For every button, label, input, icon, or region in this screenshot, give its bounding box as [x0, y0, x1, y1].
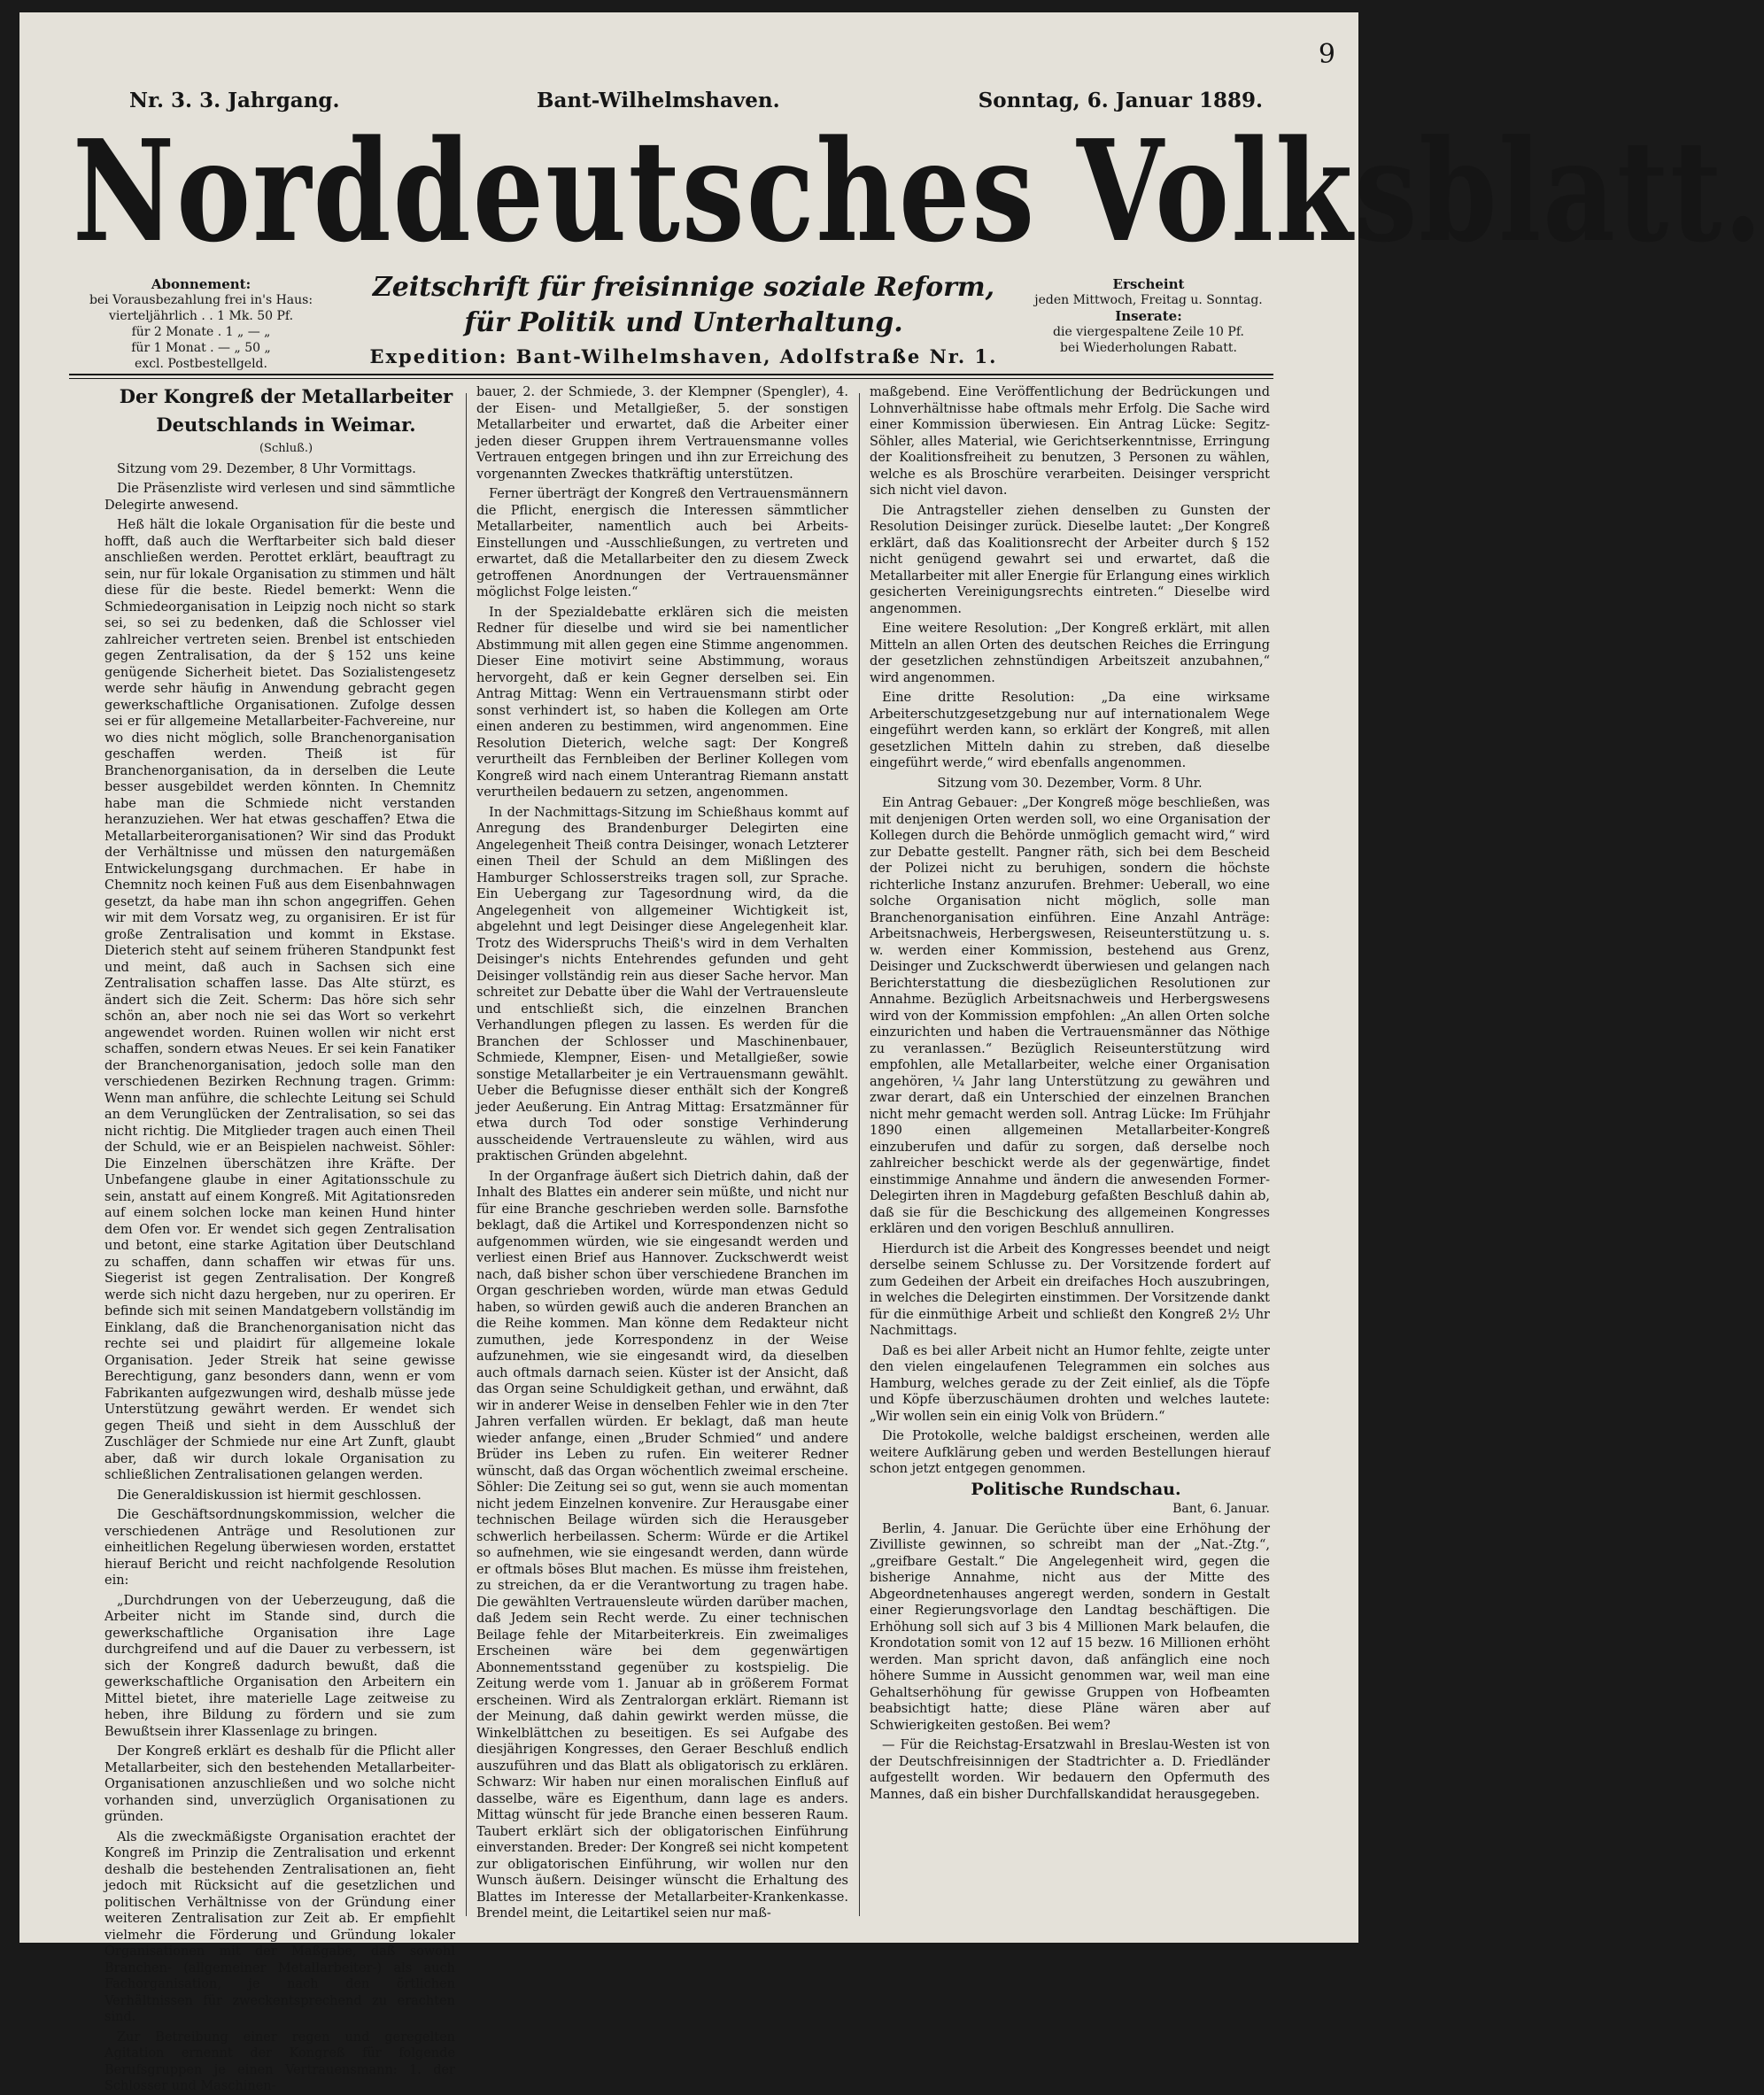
- inserate-heading: Inserate:: [1115, 308, 1182, 324]
- newspaper-page: [19, 12, 1764, 2093]
- subtitle-line-1: Zeitschrift für freisinnige soziale Reform,: [372, 272, 995, 303]
- article-paragraph: Die Geschäftsordnungskommission, welcher die verschiedenen Anträge und Resolutionen zur einheitlichen Regelung überwiesen worden, erstattet hierauf Bericht und reicht nachfolgende Resolution ein:: [104, 1508, 455, 1588]
- inserate-line: bei Wiederholungen Rabatt.: [1060, 341, 1237, 355]
- column-divider: [859, 393, 860, 1916]
- place-name: Bant-Wilhelmshaven.: [537, 89, 780, 112]
- subtitle-line-2: für Politik und Unterhaltung.: [464, 307, 903, 338]
- article-paragraph: Die Präsenzliste wird verlesen und sind sämmtliche Delegirte anwesend.: [104, 482, 455, 513]
- column-3: [870, 384, 1270, 1925]
- erscheint-box: [1029, 276, 1268, 356]
- section-dateline: Bant, 6. Januar.: [1172, 1502, 1270, 1516]
- article-paragraph: Die Protokolle, welche baldigst erscheinen, werden alle weitere Aufklärung geben und werden Bestellungen hierauf schon jetzt entgegen genommen.: [870, 1429, 1270, 1476]
- article-paragraph: Ein Antrag Gebauer: „Der Kongreß möge beschließen, was mit denjenigen Orten werden soll, wo eine Organisation der Kollegen durch die Behörde unmöglich gemacht wird,“ wird zur Debatte gestellt. Pangner räth, sich bei dem Bescheid der Polizei nicht zu beruhigen, sondern die höchste richterliche Instanz anzurufen. Brehmer: Ueberall, wo eine solche Organisation nicht möglich, solle man Branchenorganisation einführen. Eine Anzahl Anträge: Arbeitsnachweis, Herbergswesen, Reiseunterstützung u. s. w. werden einer Kommission, bestehend aus Grenz, Deisinger und Zuckschwerdt überwiesen und gelangen nach Berichterstattung die diesbezüglichen Resolutionen zur Annahme. Bezüglich Arbeitsnachweis und Herbergswesens wird von der Kommission empfohlen: „An allen Orten solche einzurichten und haben die Vertrauensmänner das Nöthige zu veranlassen.“ Bezüglich Reiseunterstützung wird empfohlen, alle Metallarbeiter, welche einer Organisation angehören, ¼ Jahr lang Unterstützung zu gewähren und zwar derart, daß ein Unterschied der einzelnen Branchen nicht mehr gemacht werden soll. Antrag Lücke: Im Frühjahr 1890 einen allgemeinen Metallarbeiter-Kongreß einzuberufen und dafür zu sorgen, daß derselbe noch zahlreicher beschickt werde als der gegenwärtige, findet einstimmige Annahme und ändern die anwesenden Former-Delegirten ihren in Magdeburg gefaßten Beschluß dahin ab, daß sie für die Beschickung des allgemeinen Kongresses erklären und den vorigen Beschluß annulliren.: [870, 796, 1270, 1236]
- article-paragraph: Eine dritte Resolution: „Da eine wirksame Arbeiterschutzgesetzgebung nur auf internationalem Wege eingeführt werden kann, so erklärt der Kongreß, mit allen gesetzlichen Mitteln dahin zu streben, daß dieselbe eingeführt werde,“ wird ebenfalls angenommen.: [870, 691, 1270, 770]
- issue-number: Nr. 3. 3. Jahrgang.: [129, 89, 340, 112]
- column-2: [476, 384, 848, 1925]
- article-paragraph: Ferner überträgt der Kongreß den Vertrauensmännern die Pflicht, energisch die Interessen sämmtlicher Metallarbeiter, namentlich auch bei Arbeits-Einstellungen und -Ausschließungen, zu vertreten und erwartet, daß die Metallarbeiter den zu diesem Zweck getroffenen Anordnungen der Vertrauensmänner möglichst Folge leisten.“: [476, 487, 848, 599]
- article-paragraph: Heß hält die lokale Organisation für die beste und hofft, daß auch die Werftarbeiter sich bald dieser anschließen werden. Perottet erklärt, beauftragt zu sein, nur für lokale Organisation zu stimmen und hält diese für die beste. Riedel bemerkt: Wenn die Schmiedeorganisation in Leipzig noch nicht so stark sei, so sei zu bedenken, daß die Schlosser viel zahlreicher vertreten seien. Brenbel ist entschieden gegen Zentralisation, da der § 152 uns keine genügende Sicherheit bietet. Das Sozialistengesetz werde sehr häufig in Anwendung gebracht gegen gewerkschaftliche Organisationen. Zufolge dessen sei er für allgemeine Metallarbeiter-Fachvereine, nur wo dies nicht möglich, solle Branchenorganisation geschaffen werden. Theiß ist für Branchenorganisation, da in derselben die Leute besser ausgebildet werden könnten. In Chemnitz habe man die Schmiede nicht verstanden heranzuziehen. Wer hat etwas geschaffen? Etwa die Metallarbeiterorganisationen? Wir sind das Produkt der Verhältnisse und müssen den naturgemäßen Entwickelungsgang durchmachen. Er habe in Chemnitz noch keinen Fuß aus dem Eisenbahnwagen gesetzt, da habe man ihn schon angegriffen. Gehen wir mit dem Vorsatz weg, zu organisiren. Er ist für große Zentralisation und kommt in Ekstase. Dieterich steht auf seinem früheren Standpunkt fest und meint, daß auch in Sachsen sich eine Zentralisation schaffen lasse. Das Alte stürzt, es ändert sich die Zeit. Scherm: Das höre sich sehr schön an, aber noch nie sei das Wort so verkehrt angewendet worden. Ruinen wollen wir nicht erst schaffen, sondern etwas Neues. Er sei kein Fanatiker der Branchenorganisation, jedoch solle man den verschiedenen Bezirken Rechnung tragen. Grimm: Wenn man anführe, die schlechte Leitung sei Schuld an dem Verunglücken der Zentralisation, so sei das nicht richtig. Die Mitglieder tragen auch einen Theil der Schuld, wie er an Beispielen nachweist. Söhler: Die Einzelnen überschätzen ihre Kräfte. Der Unbefangene glaube in einer Agitationsschule zu sein, anstatt auf einem Kongreß. Mit Agitationsreden auf einem solchen locke man keinen Hund hinter dem Ofen vor. Er wendet sich gegen Zentralisation und betont, eine starke Agitation über Deutschland zu schaffen, dann schaffen wir etwas für uns. Siegerist ist gegen Zentralisation. Der Kongreß werde sich nicht dazu hergeben, nur zu operiren. Er befinde sich mit seinen Mandatgebern vollständig im Einklang, daß die Branchenorganisation nicht das rechte sei und plaidirt für allgemeine lokale Organisation. Jeder Streik hat seine gewisse Berechtigung, ganz besonders dann, wenn er vom Fabrikanten aufgezwungen wird, deshalb müsse jede Unterstützung gewährt werden. Er wendet sich gegen Theiß und sieht in dem Ausschluß der Zuschläger der Schmiede nur eine Art Zunft, glaubt aber, daß wir durch lokale Organisation zu schließlichen Zentralisationen gelangen werden.: [104, 518, 455, 1482]
- article-title-line-1: Der Kongreß der Metallarbeiter: [119, 385, 453, 407]
- article-paragraph: Daß es bei aller Arbeit nicht an Humor fehlte, zeigte unter den vielen eingelaufenen Telegrammen ein solches aus Hamburg, welches gerade zu der Zeit einlief, als die Töpfe und Köpfe überzuschäumen drohten und welches lautete: „Wir wollen sein ein einig Volk von Brüdern.“: [870, 1343, 1270, 1424]
- abonnement-heading: Abonnement:: [151, 276, 251, 292]
- abonnement-line: excl. Postbestellgeld.: [135, 357, 267, 371]
- article-paragraph: Der Kongreß erklärt es deshalb für die Pflicht aller Metallarbeiter, sich den bestehenden Metallarbeiter-Organisationen anzuschließen und wo solche nicht vorhanden sind, unverzüglich Organisationen zu gründen.: [104, 1744, 455, 1824]
- page-number: 9: [1318, 39, 1335, 70]
- article-paragraph: Die Generaldiskussion ist hiermit geschlossen.: [117, 1488, 422, 1503]
- article-paragraph: Eine weitere Resolution: „Der Kongreß erklärt, mit allen Mitteln an allen Orten des deutschen Reiches die Erringung der gesetzlichen zehnstündigen Arbeitszeit anzubahnen,“ wird angenommen.: [870, 622, 1270, 685]
- article-paragraph: In der Spezialdebatte erklären sich die meisten Redner für dieselbe und wird sie bei namentlicher Abstimmung mit allen gegen eine Stimme angenommen. Dieser Eine motivirt seine Abstimmung, woraus hervorgeht, daß er kein Gegner derselben sei. Ein Antrag Mittag: Wenn ein Vertrauensmann stirbt oder sonst verhindert ist, so haben die Kollegen am Orte einen anderen zu bestimmen, wird angenommen. Eine Resolution Dieterich, welche sagt: Der Kongreß verurtheilt das Fernbleiben der Berliner Kollegen vom Kongreß wird nach einem Unterantrag Riemann anstatt verurtheilen bedauern zu setzen, angenommen.: [476, 605, 848, 800]
- section-title: Politische Rundschau.: [971, 1479, 1181, 1499]
- abonnement-line: für 1 Monat . — „ 50 „: [131, 341, 271, 355]
- article-title-line-2: Deutschlands in Weimar.: [156, 414, 416, 436]
- article-paragraph: Berlin, 4. Januar. Die Gerüchte über eine Erhöhung der Zivilliste gewinnen, so schreibt man der „Nat.-Ztg.“, „greifbare Gestalt.“ Die Angelegenheit wird, gegen die bisherige Annahme, nicht aus der Mitte des Abgeordnetenhauses angeregt werden, sondern in Gestalt einer Regierungsvorlage den Landtag beschäftigen. Die Erhöhung soll sich auf 3 bis 4 Millionen Mark belaufen, die Krondotation somit von 12 auf 15 bezw. 16 Millionen erhöht werden. Man spricht davon, daß anfänglich eine noch höhere Summe in Aussicht genommen war, weil man eine Gehaltserhöhung für gewisse Gruppen von Hofbeamten beabsichtigt hatte; diese Pläne wären aber auf Schwierigkeiten gestoßen. Bei wem?: [870, 1521, 1270, 1733]
- article-paragraph: „Durchdrungen von der Ueberzeugung, daß die Arbeiter nicht im Stande sind, durch die gewerkschaftliche Organisation ihre Lage durchgreifend und auf die Dauer zu verbessern, ist sich der Kongreß dadurch bewußt, daß die gewerkschaftliche Organisation den Arbeitern ein Mittel bietet, ihre materielle Lage zeitweise zu heben, ihre Bildung zu fördern und sie zum Bewußtsein ihrer Klassenlage zu bringen.: [104, 1593, 455, 1739]
- article-paragraph: Zur Betreibung einer regen und geregelten Agitation ernennt der Kongreß für folgende Berufsgruppen je einen Vertrauensmann: 1. der Schlosser und Maschinen-: [104, 2029, 455, 2093]
- abonnement-line: vierteljährlich . . 1 Mk. 50 Pf.: [108, 309, 294, 323]
- article-paragraph: In der Nachmittags-Sitzung im Schießhaus kommt auf Anregung des Brandenburger Delegirten eine Angelegenheit Theiß contra Deisinger, wonach Letzterer einen Theil der Schuld an dem Mißlingen des Hamburger Schlosserstreiks tragen soll, zur Sprache. Ein Uebergang zur Tagesordnung wird, da die Angelegenheit von allgemeiner Wichtigkeit ist, abgelehnt und legt Deisinger diese Angelegenheit klar. Trotz des Widerspruchs Theiß's wird in dem Verhalten Deisinger's nichts Entehrendes gefunden und geht Deisinger vollständig rein aus dieser Sache hervor. Man schreitet zur Debatte über die Wahl der Vertrauensleute und entschließt sich, die einzelnen Branchen Verhandlungen pflegen zu lassen. Es werden für die Branchen der Schlosser und Maschinenbauer, Schmiede, Klempner, Eisen- und Metallgießer, sowie sonstige Metallarbeiter je ein Vertrauensmann gewählt. Ueber die Befugnisse dieser enthält sich der Kongreß jeder Aeußerung. Ein Antrag Mittag: Ersatzmänner für etwa durch Tod oder sonstige Verhinderung ausscheidende Vertrauensleute zu wählen, wird aus praktischen Gründen abgelehnt.: [476, 805, 848, 1163]
- header-rule: [69, 374, 1273, 375]
- column-1: [104, 384, 455, 2093]
- erscheint-line: jeden Mittwoch, Freitag u. Sonntag.: [1034, 293, 1263, 307]
- article-paragraph: bauer, 2. der Schmiede, 3. der Klempner (Spengler), 4. der Eisen- und Metallgießer, 5. der sonstigen Metallarbeiter und erwartet, daß die Arbeiter einer jeden dieser Gruppen ihrem Vertrauensmanne volles Vertrauen entgegen bringen und ihn zur Erreichung des vorgenannten Zweckes thatkräftig unterstützen.: [476, 385, 848, 482]
- masthead-title: Norddeutsches Volksblatt.: [73, 109, 1764, 274]
- abonnement-line: bei Vorausbezahlung frei in's Haus:: [89, 293, 313, 307]
- article-paragraph: — Für die Reichstag-Ersatzwahl in Breslau-Westen ist von der Deutschfreisinnigen der Stadtrichter a. D. Friedländer aufgestellt worden. Wir bedauern den Opfermuth des Mannes, daß ein bisher Durchfallskandidat herausgegeben.: [870, 1738, 1270, 1802]
- article-paragraph: Die Antragsteller ziehen denselben zu Gunsten der Resolution Deisinger zurück. Dieselbe lautet: „Der Kongreß erklärt, daß das Koalitionsrecht der Arbeiter durch § 152 nicht genügend gewahrt sei und erwartet, daß die Metallarbeiter mit aller Energie für Erlangung eines wirklich gesicherten Vereinigungsrechts eintreten.“ Dieselbe wird angenommen.: [870, 503, 1270, 616]
- abonnement-line: für 2 Monate . 1 „ — „: [131, 325, 271, 339]
- article-note: (Schluß.): [259, 442, 313, 455]
- article-paragraph: maßgebend. Eine Veröffentlichung der Bedrückungen und Lohnverhältnisse habe oftmals mehr Erfolg. Die Sache wird einer Kommission überwiesen. Ein Antrag Lücke: Segitz-Söhler, alles Material, wie Gerichtserkenntnisse, Erringung der Koalitionsfreiheit zu benutzen, 3 Personen zu wählen, welche es als Broschüre verarbeiten. Deisinger verspricht sich nicht viel davon.: [870, 385, 1270, 498]
- header-rule-thin: [69, 378, 1273, 379]
- expedition-line: Expedition: Bant-Wilhelmshaven, Adolfstraße Nr. 1.: [369, 345, 998, 367]
- article-paragraph: Als die zweckmäßigste Organisation erachtet der Kongreß im Prinzip die Zentralisation und erkennt deshalb die bestehenden Zentralisationen an, fieht jedoch mit Rücksicht auf die gesetzlichen und politischen Verhältnisse von der Gründung einer weiteren Zentralisation zur Zeit ab. Er empfiehlt vielmehr die Förderung und Gründung lokaler Organisationen mit der Maßgabe, daß sowohl Branchen- (allgemeiner Metallarbeiter-) als auch Fachorganisation, je nach den örtlichen Verhältnissen für zweckentsprechend zu erachten sind.: [104, 1829, 455, 2024]
- inserate-line: die viergespaltene Zeile 10 Pf.: [1053, 325, 1244, 339]
- erscheint-heading: Erscheint: [1112, 276, 1185, 292]
- abonnement-box: [73, 276, 329, 372]
- article-paragraph: In der Organfrage äußert sich Dietrich dahin, daß der Inhalt des Blattes ein anderer sein müßte, und nicht nur für eine Branche geschrieben werden solle. Barnsfothe beklagt, daß die Artikel und Korrespondenzen nicht so aufgenommen würden, wie sie eingesandt werden und verliest einen Brief aus Hannover. Zuckschwerdt weist nach, daß bisher schon über verschiedene Branchen im Organ geschrieben worden, würde man etwas Geduld haben, so würden gewiß auch die anderen Branchen an die Reihe kommen. Man könne dem Redakteur nicht zumuthen, jede Korrespondenz in der Weise aufzunehmen, wie sie eingesandt wird, da dieselben auch oftmals darnach seien. Küster ist der Ansicht, daß das Organ seine Schuldigkeit gethan, und erwähnt, daß wir in anderer Weise in denselben Fehler wie in den 7ter Jahren verfallen würden. Er beklagt, daß man heute wieder anfange, einen „Bruder Schmied“ und andere Brüder ins Leben zu rufen. Ein weiterer Redner wünscht, daß das Organ wöchentlich zweimal erscheine. Söhler: Die Zeitung sei so gut, wenn sie auch momentan nicht jedem Einzelnen konvenire. Zur Herausgabe einer technischen Beilage würden sich die Herausgeber schwerlich herbeilassen. Scherm: Würde er die Artikel so aufnehmen, wie sie eingesandt werden, dann würde er oftmals böses Blut machen. Es müsse ihm freistehen, zu streichen, da er die Verantwortung zu tragen habe. Die gewählten Vertrauensleute würden darüber machen, daß Jedem sein Recht werde. Zu einer technischen Beilage fehle der Mitarbeiterkreis. Ein zweimaliges Erscheinen wäre bei dem gegenwärtigen Abonnementsstand gegenüber zu kostspielig. Die Zeitung werde vom 1. Januar ab in größerem Format erscheinen. Wird als Zentralorgan erklärt. Riemann ist der Meinung, daß dahin gewirkt werden müsse, die Winkelblättchen zu beseitigen. Es sei Aufgabe des diesjährigen Kongresses, den Geraer Beschluß endlich auszuführen und das Blatt als obligatorisch zu erklären. Schwarz: Wir haben nur einen moralischen Einfluß auf dasselbe, wäre es Eigenthum, dann lage es anders. Mittag wünscht für jede Branche einen besseren Raum. Taubert erklärt sich der obligatorischen Einführung einverstanden. Breder: Der Kongreß sei nicht kompetent zur obligatorischen Einführung, wir wollen nur den Wunsch äußern. Deisinger wünscht die Erhaltung des Blattes im Interesse der Metallarbeiter-Krankenkasse. Brendel meint, die Leitartikel seien nur maß-: [476, 1169, 848, 1921]
- session-heading: Sitzung vom 30. Dezember, Vorm. 8 Uhr.: [937, 776, 1203, 791]
- column-divider: [466, 393, 467, 1916]
- issue-date: Sonntag, 6. Januar 1889.: [978, 89, 1263, 112]
- article-paragraph: Sitzung vom 29. Dezember, 8 Uhr Vormittags.: [117, 461, 416, 476]
- article-paragraph: Hierdurch ist die Arbeit des Kongresses beendet und neigt derselbe seinem Schlusse zu. Der Vorsitzende fordert auf zum Gedeihen der Arbeit ein dreifaches Hoch auszubringen, in welches die Delegirten einstimmen. Der Vorsitzende dankt für die einmüthige Arbeit und schließt den Kongreß 2½ Uhr Nachmittags.: [870, 1241, 1270, 1338]
